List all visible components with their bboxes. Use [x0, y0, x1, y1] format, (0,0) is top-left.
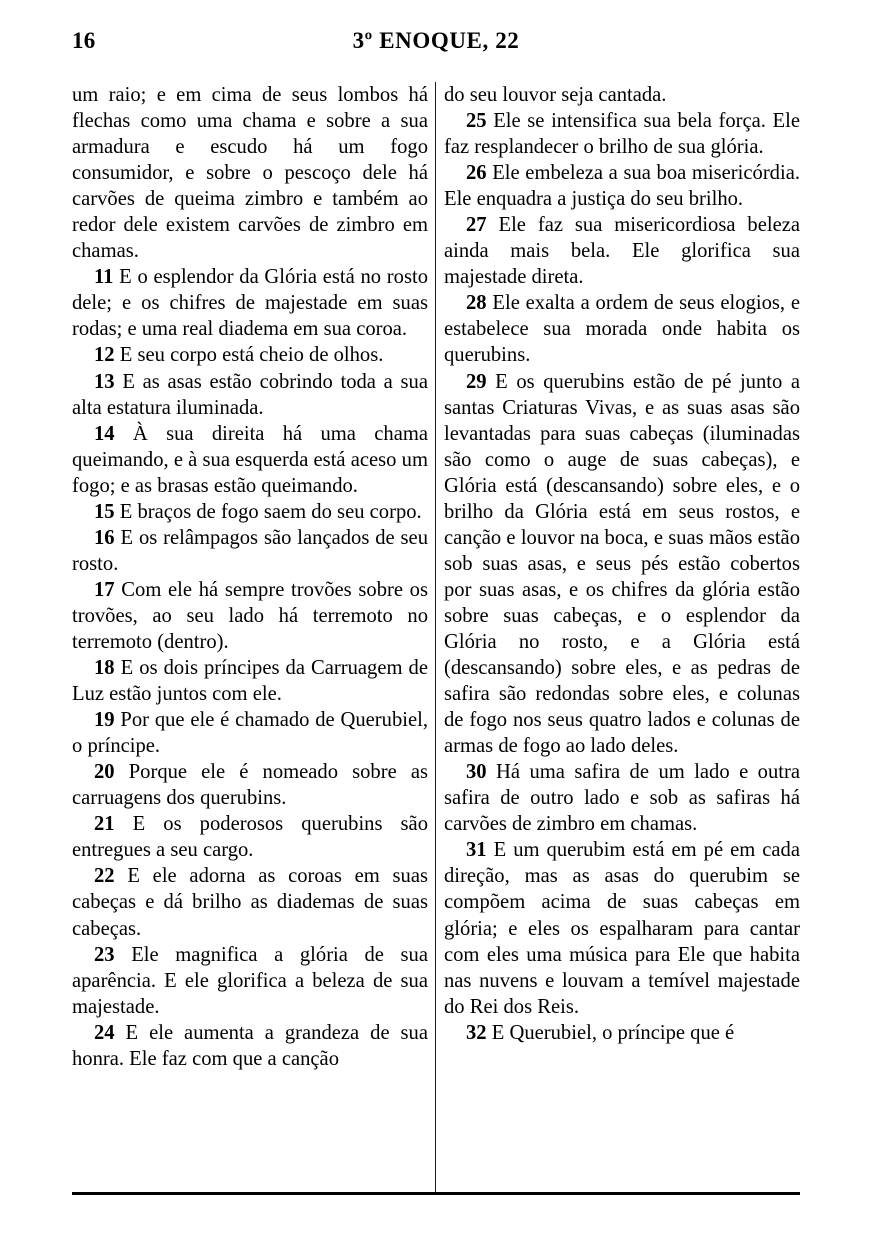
- verse-text: E ele adorna as coroas em suas cabeças e dá brilho as diademas de suas cabeças.: [72, 865, 428, 940]
- verse-paragraph: [72, 942, 428, 1020]
- verse-paragraph: [444, 1020, 800, 1046]
- verse-number: 23: [94, 943, 115, 966]
- verse-paragraph: [72, 421, 428, 499]
- verse-number: 13: [94, 370, 115, 393]
- verse-text: E ele aumenta a grandeza de sua honra. Ele faz com que a canção: [72, 1021, 428, 1070]
- verse-paragraph: [444, 108, 800, 160]
- verse-paragraph: [72, 863, 428, 941]
- verse-number: 17: [94, 578, 115, 601]
- verse-number: 26: [466, 162, 487, 185]
- verse-text: Com ele há sempre trovões sobre os trovões, ao seu lado há terremoto no terremoto (dentro).: [72, 578, 428, 653]
- verse-text: E os querubins estão de pé junto a santas Criaturas Vivas, e as suas asas são levantadas para suas cabeças (iluminadas são como o auge de suas cabeças), e Glória está (descansando) sobre eles, e o brilho da Glória está em seus rostos, e canção e louvor na boca, e suas mãos estão sob suas asas, e seus pés estão cobertos por suas asas, e os chifres da glória estão sobre suas cabeças, e o esplendor da Glória no rosto, e a Glória está (descansando) sobre eles, e as pedras de safira são redondas sobre eles, e colunas de fogo nos seus quatro lados e colunas de armas de fogo ao lado deles.: [444, 370, 800, 758]
- verse-number: 29: [466, 370, 487, 393]
- verse-number: 32: [466, 1021, 487, 1044]
- verse-number: 24: [94, 1021, 115, 1044]
- verse-number: 19: [94, 709, 115, 732]
- verse-number: 18: [94, 657, 115, 680]
- verse-number: 15: [94, 500, 115, 523]
- verse-number: 27: [466, 214, 487, 237]
- verse-paragraph: [72, 342, 428, 368]
- verse-text: Ele se intensifica sua bela força. Ele faz resplandecer o brilho de sua glória.: [444, 110, 800, 159]
- verse-text: Por que ele é chamado de Querubiel, o príncipe.: [72, 709, 428, 758]
- verse-number: 12: [94, 344, 115, 367]
- verse-paragraph: [72, 759, 428, 811]
- bottom-rule: [72, 1192, 800, 1195]
- verse-text: Há uma safira de um lado e outra safira de outro lado e sob as safiras há carvões de zimbro em chamas.: [444, 761, 800, 836]
- verse-number: 31: [466, 839, 487, 862]
- verse-number: 30: [466, 761, 487, 784]
- verse-paragraph: [72, 525, 428, 577]
- book-chapter-title: 3º ENOQUE, 22: [352, 28, 520, 53]
- verse-number: 28: [466, 292, 487, 315]
- verse-text: E os poderosos querubins são entregues a seu cargo.: [72, 813, 428, 862]
- verse-paragraph: [72, 707, 428, 759]
- text-column-right: [444, 82, 800, 1192]
- verse-text: Ele exalta a ordem de seus elogios, e estabelece sua morada onde habita os querubins.: [444, 292, 800, 367]
- verse-paragraph: [72, 577, 428, 655]
- verse-paragraph: [444, 759, 800, 837]
- verse-number: 21: [94, 813, 115, 836]
- verse-text: E os dois príncipes da Carruagem de Luz estão juntos com ele.: [72, 657, 428, 706]
- verse-text: Ele embeleza a sua boa misericórdia. Ele enquadra a justiça do seu brilho.: [444, 162, 800, 211]
- verse-paragraph: [72, 811, 428, 863]
- verse-list-left: [72, 264, 428, 1071]
- verse-paragraph: [444, 212, 800, 290]
- verse-text: E o esplendor da Glória está no rosto dele; e os chifres de majestade em suas rodas; e uma real diadema em sua coroa.: [72, 266, 428, 341]
- verse-text: E Querubiel, o príncipe que é: [486, 1021, 735, 1044]
- verse-number: 11: [94, 266, 114, 289]
- verse-paragraph: [444, 369, 800, 760]
- paragraph-continuation: do seu louvor seja cantada.: [444, 84, 667, 106]
- verse-text: Porque ele é nomeado sobre as carruagens dos querubins.: [72, 761, 428, 810]
- verse-paragraph: [444, 837, 800, 1019]
- verse-text: E um querubim está em pé em cada direção, mas as asas do querubim se compõem acima de suas cabeças em glória; e eles os espalharam para cantar com eles uma música para Ele que habita nas nuvens e louvam a temível majestade do Rei dos Reis.: [444, 839, 800, 1018]
- verse-text: E os relâmpagos são lançados de seu rosto.: [72, 526, 428, 575]
- verse-paragraph: [444, 160, 800, 212]
- verse-number: 16: [94, 526, 115, 549]
- verse-text: À sua direita há uma chama queimando, e à sua esquerda está aceso um fogo; e as brasas estão queimando.: [72, 422, 428, 497]
- verse-text: Ele magnifica a glória de sua aparência. E ele glorifica a beleza de sua majestade.: [72, 943, 428, 1018]
- verse-number: 22: [94, 865, 115, 888]
- verse-number: 25: [466, 110, 487, 133]
- verse-text: E braços de fogo saem do seu corpo.: [114, 500, 422, 523]
- paragraph-continuation: um raio; e em cima de seus lombos há flechas como uma chama e sobre a sua armadura e escudo há um fogo consumidor, e sobre o pescoço dele há carvões de queima zimbro e também ao redor dele existem carvões de zimbro em chamas.: [72, 84, 428, 263]
- body-text-area: [72, 82, 800, 1192]
- verse-paragraph: [72, 499, 428, 525]
- verse-text: Ele faz sua misericordiosa beleza ainda mais bela. Ele glorifica sua majestade direta.: [444, 214, 800, 289]
- column-divider: [435, 82, 436, 1192]
- running-head: [72, 26, 800, 58]
- text-column-left: [72, 82, 428, 1192]
- page-number: 16: [72, 28, 96, 53]
- verse-paragraph: [72, 655, 428, 707]
- verse-paragraph: [444, 290, 800, 368]
- verse-text: E as asas estão cobrindo toda a sua alta estatura iluminada.: [72, 370, 428, 419]
- verse-number: 14: [94, 422, 115, 445]
- verse-text: E seu corpo está cheio de olhos.: [114, 344, 384, 367]
- verse-number: 20: [94, 761, 115, 784]
- verse-paragraph: [72, 369, 428, 421]
- verse-list-right: [444, 108, 800, 1046]
- verse-paragraph: [72, 1020, 428, 1072]
- verse-paragraph: [72, 264, 428, 342]
